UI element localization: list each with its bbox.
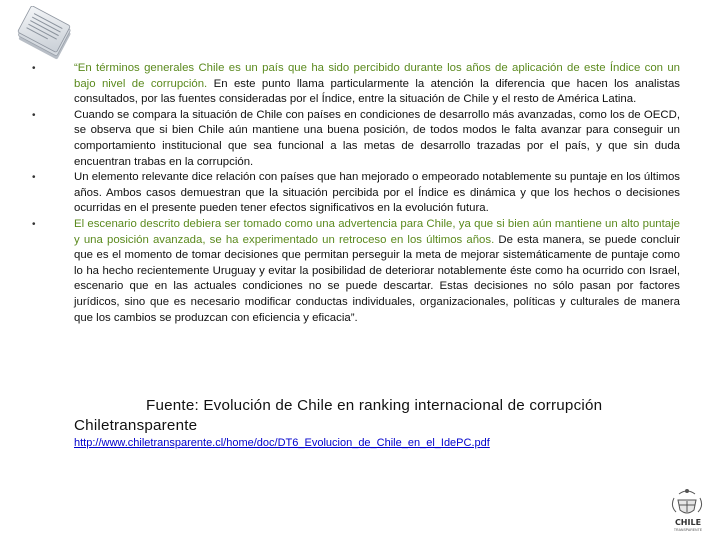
document-stack-icon	[6, 6, 78, 68]
bullet-marker: •	[32, 218, 36, 230]
bullet-marker: •	[32, 172, 36, 184]
source-citation	[74, 396, 704, 436]
paragraph-1-text: En este punto llama particularmente la atención la diferencia que hacen los analistas consultados, por las fuentes consideradas por el Índice, entre la situación de Chile y el resto de América Latina.	[74, 77, 680, 106]
bullet-paragraph-1	[32, 61, 680, 108]
bullet-marker: •	[32, 63, 36, 74]
logo-subtitle: TRANSPARENTE	[673, 528, 703, 532]
paragraph-4-text: De esta manera, se puede concluir que es el momento de tomar decisiones que permitan perseguir la meta de mejorar sistemáticamente de puntaje como lo ha hecho recientemente Uruguay y evitar la posibilidad de deteriorar notablemente éste como ha ocurrido con Israel, escenario que en las actuales condiciones no se puede descartar. Estas decisiones no sólo pasan por factores jurídicos, sino que es necesario modificar conductas individuales, organizacionales, políticas y culturales de manera que los cambios se produzcan con eficiencia y eficacia”.	[74, 233, 680, 324]
bullet-paragraph-2	[32, 108, 680, 170]
bullet-paragraph-4	[32, 217, 680, 326]
paragraph-1-highlight: “En términos generales Chile es un país que ha sido percibido durante los años de aplicación de este Índice con un bajo nivel de corrupción.	[74, 62, 680, 90]
bullet-paragraph-3	[32, 170, 680, 217]
bullet-marker: •	[32, 109, 36, 121]
logo-wordmark: CHILE	[674, 518, 702, 527]
quote-bullet-list	[32, 61, 680, 326]
source-link[interactable]: http://www.chiletransparente.cl/home/doc/DT6_Evolucion_de_Chile_en_el_IdePC.pdf	[74, 437, 490, 449]
source-text: Fuente: Evolución de Chile en ranking internacional de corrupción Chiletransparente	[74, 397, 603, 434]
paragraph-2-text: Cuando se compara la situación de Chile con países en condiciones de desarrollo más avanzadas, como los de OECD, se observa que si bien Chile aún mantiene una buena posición, de todos modos le falta avanzar para conseguir un comportamiento institucional que sea funcional a las metas de desarrollo trazadas por el país, y que sin duda encuentran trabas en la corrupción.	[74, 108, 680, 168]
paragraph-3-text: Un elemento relevante dice relación con países que han mejorado o empeorado notablemente su puntaje en los últimos años. Ambos casos demuestran que la situación percibida por el Índice es dinámica y que los hechos o decisiones ocurridas en el presente pueden tener efectos significativos en la evolución futura.	[74, 171, 680, 215]
paragraph-4-highlight: El escenario descrito debiera ser tomado como una advertencia para Chile, ya que si bien aún mantiene un alto puntaje y una posición avanzada, se ha experimentado un retroceso en los últimos años.	[74, 217, 680, 246]
